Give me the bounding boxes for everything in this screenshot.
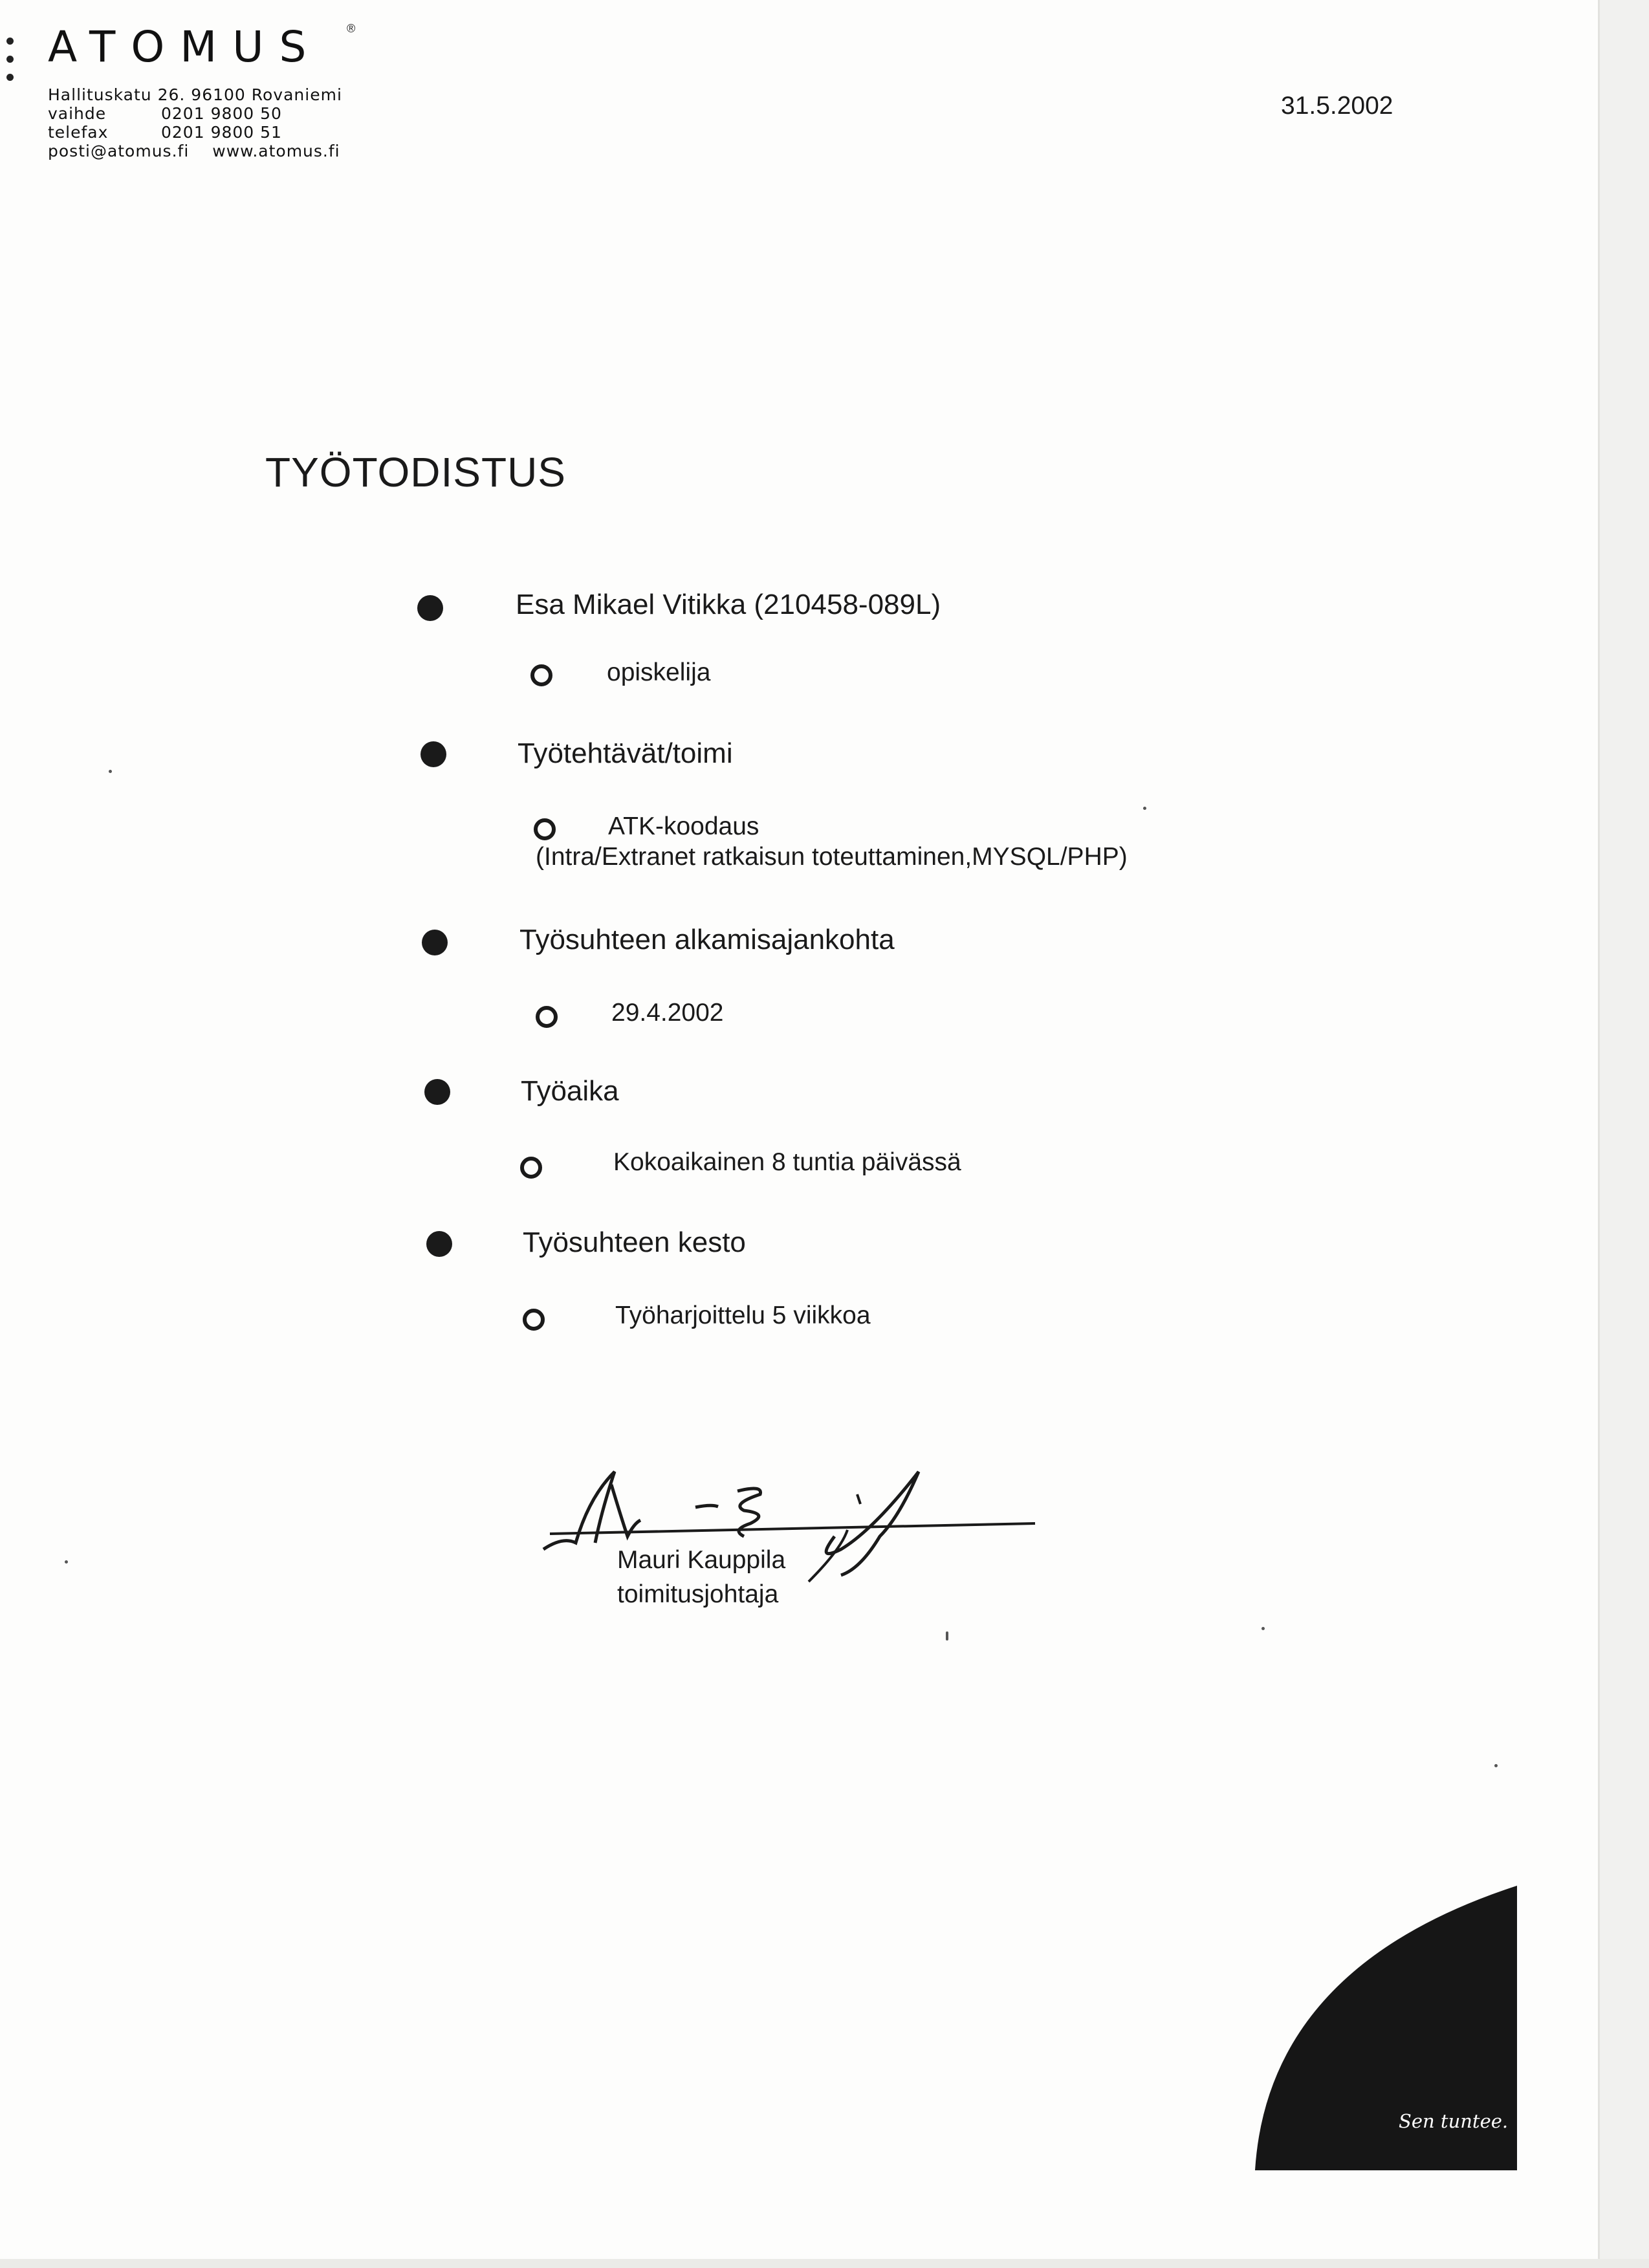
working-hours-value: Kokoaikainen 8 tuntia päivässä: [613, 1148, 961, 1176]
start-date-value: 29.4.2002: [611, 999, 724, 1027]
document-date: 31.5.2002: [1281, 92, 1393, 120]
phone-label: vaihde: [48, 104, 107, 123]
scan-speck: [65, 1560, 68, 1564]
bullet-icon: [420, 741, 446, 767]
registered-mark: ®: [347, 22, 356, 35]
website-url: www.atomus.fi: [212, 142, 340, 160]
scan-speck: [1261, 1627, 1265, 1630]
duration-value: Työharjoittelu 5 viikkoa: [615, 1302, 871, 1329]
sub-bullet-icon: [520, 1157, 542, 1179]
scan-speck: [109, 770, 112, 773]
duties-heading: Työtehtävät/toimi: [518, 737, 733, 769]
sub-bullet-icon: [530, 664, 552, 686]
email-address: posti@atomus.fi: [48, 142, 190, 160]
scan-speck: [946, 1631, 948, 1641]
start-date-heading: Työsuhteen alkamisajankohta: [519, 924, 895, 955]
company-address: Hallituskatu 26. 96100 Rovaniemi: [48, 85, 342, 104]
document-title: TYÖTODISTUS: [265, 449, 566, 496]
company-logo: ATOMUS: [48, 22, 322, 72]
logo-dots-icon: [6, 38, 17, 92]
bullet-icon: [426, 1231, 452, 1257]
working-hours-heading: Työaika: [521, 1075, 619, 1107]
duration-heading: Työsuhteen kesto: [523, 1227, 746, 1258]
bullet-icon: [417, 595, 443, 621]
web-row: [48, 142, 342, 160]
fax-row: [48, 123, 342, 142]
employee-name: Esa Mikael Vitikka (210458-089L): [516, 589, 941, 620]
sub-bullet-icon: [523, 1309, 545, 1331]
signature: [537, 1459, 1054, 1588]
letterhead-contact: [48, 85, 342, 160]
bullet-icon: [422, 930, 448, 955]
signatory-name: Mauri Kauppila: [617, 1546, 786, 1574]
sub-bullet-icon: [536, 1006, 558, 1028]
slogan: Sen tuntee.: [1399, 2110, 1509, 2132]
fax-number: 0201 9800 51: [161, 123, 282, 142]
scan-bottom-edge: [0, 2259, 1649, 2268]
bullet-icon: [424, 1079, 450, 1105]
phone-number: 0201 9800 50: [161, 104, 282, 123]
scan-edge: [1598, 0, 1649, 2268]
phone-row: [48, 104, 342, 123]
sub-bullet-icon: [534, 818, 556, 840]
duties-detail-description: (Intra/Extranet ratkaisun toteuttaminen,MYSQL/PHP): [536, 843, 1128, 871]
scan-speck: [1494, 1764, 1498, 1767]
employee-status: opiskelija: [607, 659, 711, 686]
duties-detail: ATK-koodaus: [608, 812, 759, 840]
signatory-title: toimitusjohtaja: [617, 1580, 779, 1608]
scan-speck: [1143, 807, 1146, 810]
fax-label: telefax: [48, 123, 109, 142]
